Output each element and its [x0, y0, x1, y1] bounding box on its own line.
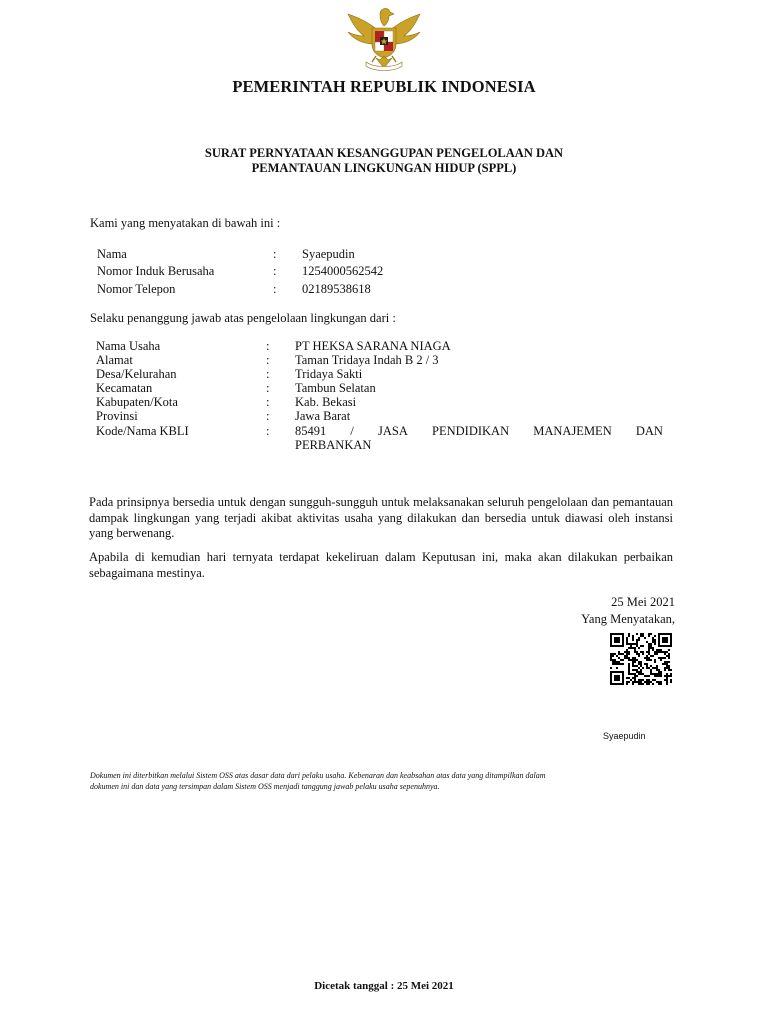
kbli-word: PENDIDIKAN: [432, 424, 510, 438]
field-label: Kecamatan: [96, 381, 153, 395]
declarant-row-phone: [97, 282, 677, 299]
declarant-row-nib: [97, 264, 677, 281]
document-title-line2: PEMANTAUAN LINGKUNGAN HIDUP (SPPL): [251, 161, 517, 175]
field-separator: :: [266, 395, 270, 409]
government-title: PEMERINTAH REPUBLIK INDONESIA: [232, 77, 536, 96]
garuda-pancasila-emblem-icon: [342, 4, 426, 74]
field-separator: :: [266, 424, 270, 438]
document-title: [0, 146, 768, 176]
field-value: 02189538618: [302, 282, 371, 296]
signature-date: 25 Mei 2021: [611, 595, 675, 609]
correction-paragraph: Apabila di kemudian hari ternyata terdapat kekeliruan dalam Keputusan ini, maka akan dilakukan perbaikan sebagaimana mestinya.: [89, 550, 673, 580]
declarant-intro: Kami yang menyatakan di bawah ini :: [90, 216, 281, 230]
field-separator: :: [266, 367, 270, 381]
field-value: 1254000562542: [302, 264, 384, 278]
kbli-word: JASA: [378, 424, 408, 438]
document-title-line1: SURAT PERNYATAAN KESANGGUPAN PENGELOLAAN DAN: [204, 146, 564, 160]
field-separator: :: [273, 264, 277, 278]
kbli-slash: /: [350, 424, 354, 438]
kbli-value: [295, 424, 663, 452]
field-separator: :: [266, 409, 270, 423]
field-separator: :: [266, 339, 270, 353]
oss-disclaimer: [90, 771, 690, 792]
field-separator: :: [273, 247, 277, 261]
declarant-row-name: [97, 247, 677, 264]
signatory-name: Syaepudin: [603, 731, 646, 741]
business-row-regency: [96, 395, 676, 409]
printed-date: Dicetak tanggal : 25 Mei 2021: [314, 980, 454, 992]
business-row-name: [96, 339, 676, 353]
field-value: Taman Tridaya Indah B 2 / 3: [295, 353, 439, 367]
field-value: Syaepudin: [302, 247, 355, 261]
field-label: Kode/Nama KBLI: [96, 424, 189, 438]
field-label: Kabupaten/Kota: [96, 395, 178, 409]
field-value: Tambun Selatan: [295, 381, 376, 395]
business-row-district: [96, 381, 676, 395]
business-row-address: [96, 353, 676, 367]
kbli-word: MANAJEMEN: [533, 424, 612, 438]
kbli-word: DAN: [635, 424, 663, 438]
qr-code-icon: [610, 633, 672, 685]
field-separator: :: [266, 381, 270, 395]
disclaimer-line2: dokumen ini dan data yang tersimpan dalam Sistem OSS menjadi tanggung jawab pelaku usaha sepenuhnya.: [90, 781, 440, 791]
field-label: Nomor Induk Berusaha: [97, 264, 215, 278]
field-label: Nama Usaha: [96, 339, 161, 353]
field-value: PT HEKSA SARANA NIAGA: [295, 339, 451, 353]
kbli-code: 85491: [295, 424, 327, 438]
field-separator: :: [273, 282, 277, 296]
business-row-village: [96, 367, 676, 381]
garuda-emblem: [342, 4, 426, 74]
field-label: Nama: [97, 247, 127, 261]
field-label: Nomor Telepon: [97, 282, 176, 296]
business-intro: Selaku penanggung jawab atas pengelolaan lingkungan dari :: [90, 311, 396, 325]
disclaimer-line1: Dokumen ini diterbitkan melalui Sistem OSS atas dasar data dari pelaku usaha. Kebenaran dan keabsahan atas data yang ditampilkan dalam: [90, 771, 546, 780]
field-label: Desa/Kelurahan: [96, 367, 177, 381]
signature-qr: [610, 633, 672, 685]
field-label: Alamat: [96, 353, 133, 367]
business-row-province: [96, 409, 676, 423]
signature-role: Yang Menyatakan,: [581, 612, 675, 626]
field-value: Tridaya Sakti: [295, 367, 363, 381]
commitment-paragraph: Pada prinsipnya bersedia untuk dengan sungguh-sungguh untuk melaksanakan seluruh pengelolaan dan pemantauan dampak lingkungan yang terjadi akibat aktivitas usaha yang dilakukan dan bersedia untuk diawasi oleh instansi yang berwenang.: [89, 495, 673, 540]
field-value: Kab. Bekasi: [295, 395, 357, 409]
kbli-line2: PERBANKAN: [295, 438, 372, 452]
field-separator: :: [266, 353, 270, 367]
field-value: Jawa Barat: [295, 409, 351, 423]
field-label: Provinsi: [96, 409, 138, 423]
